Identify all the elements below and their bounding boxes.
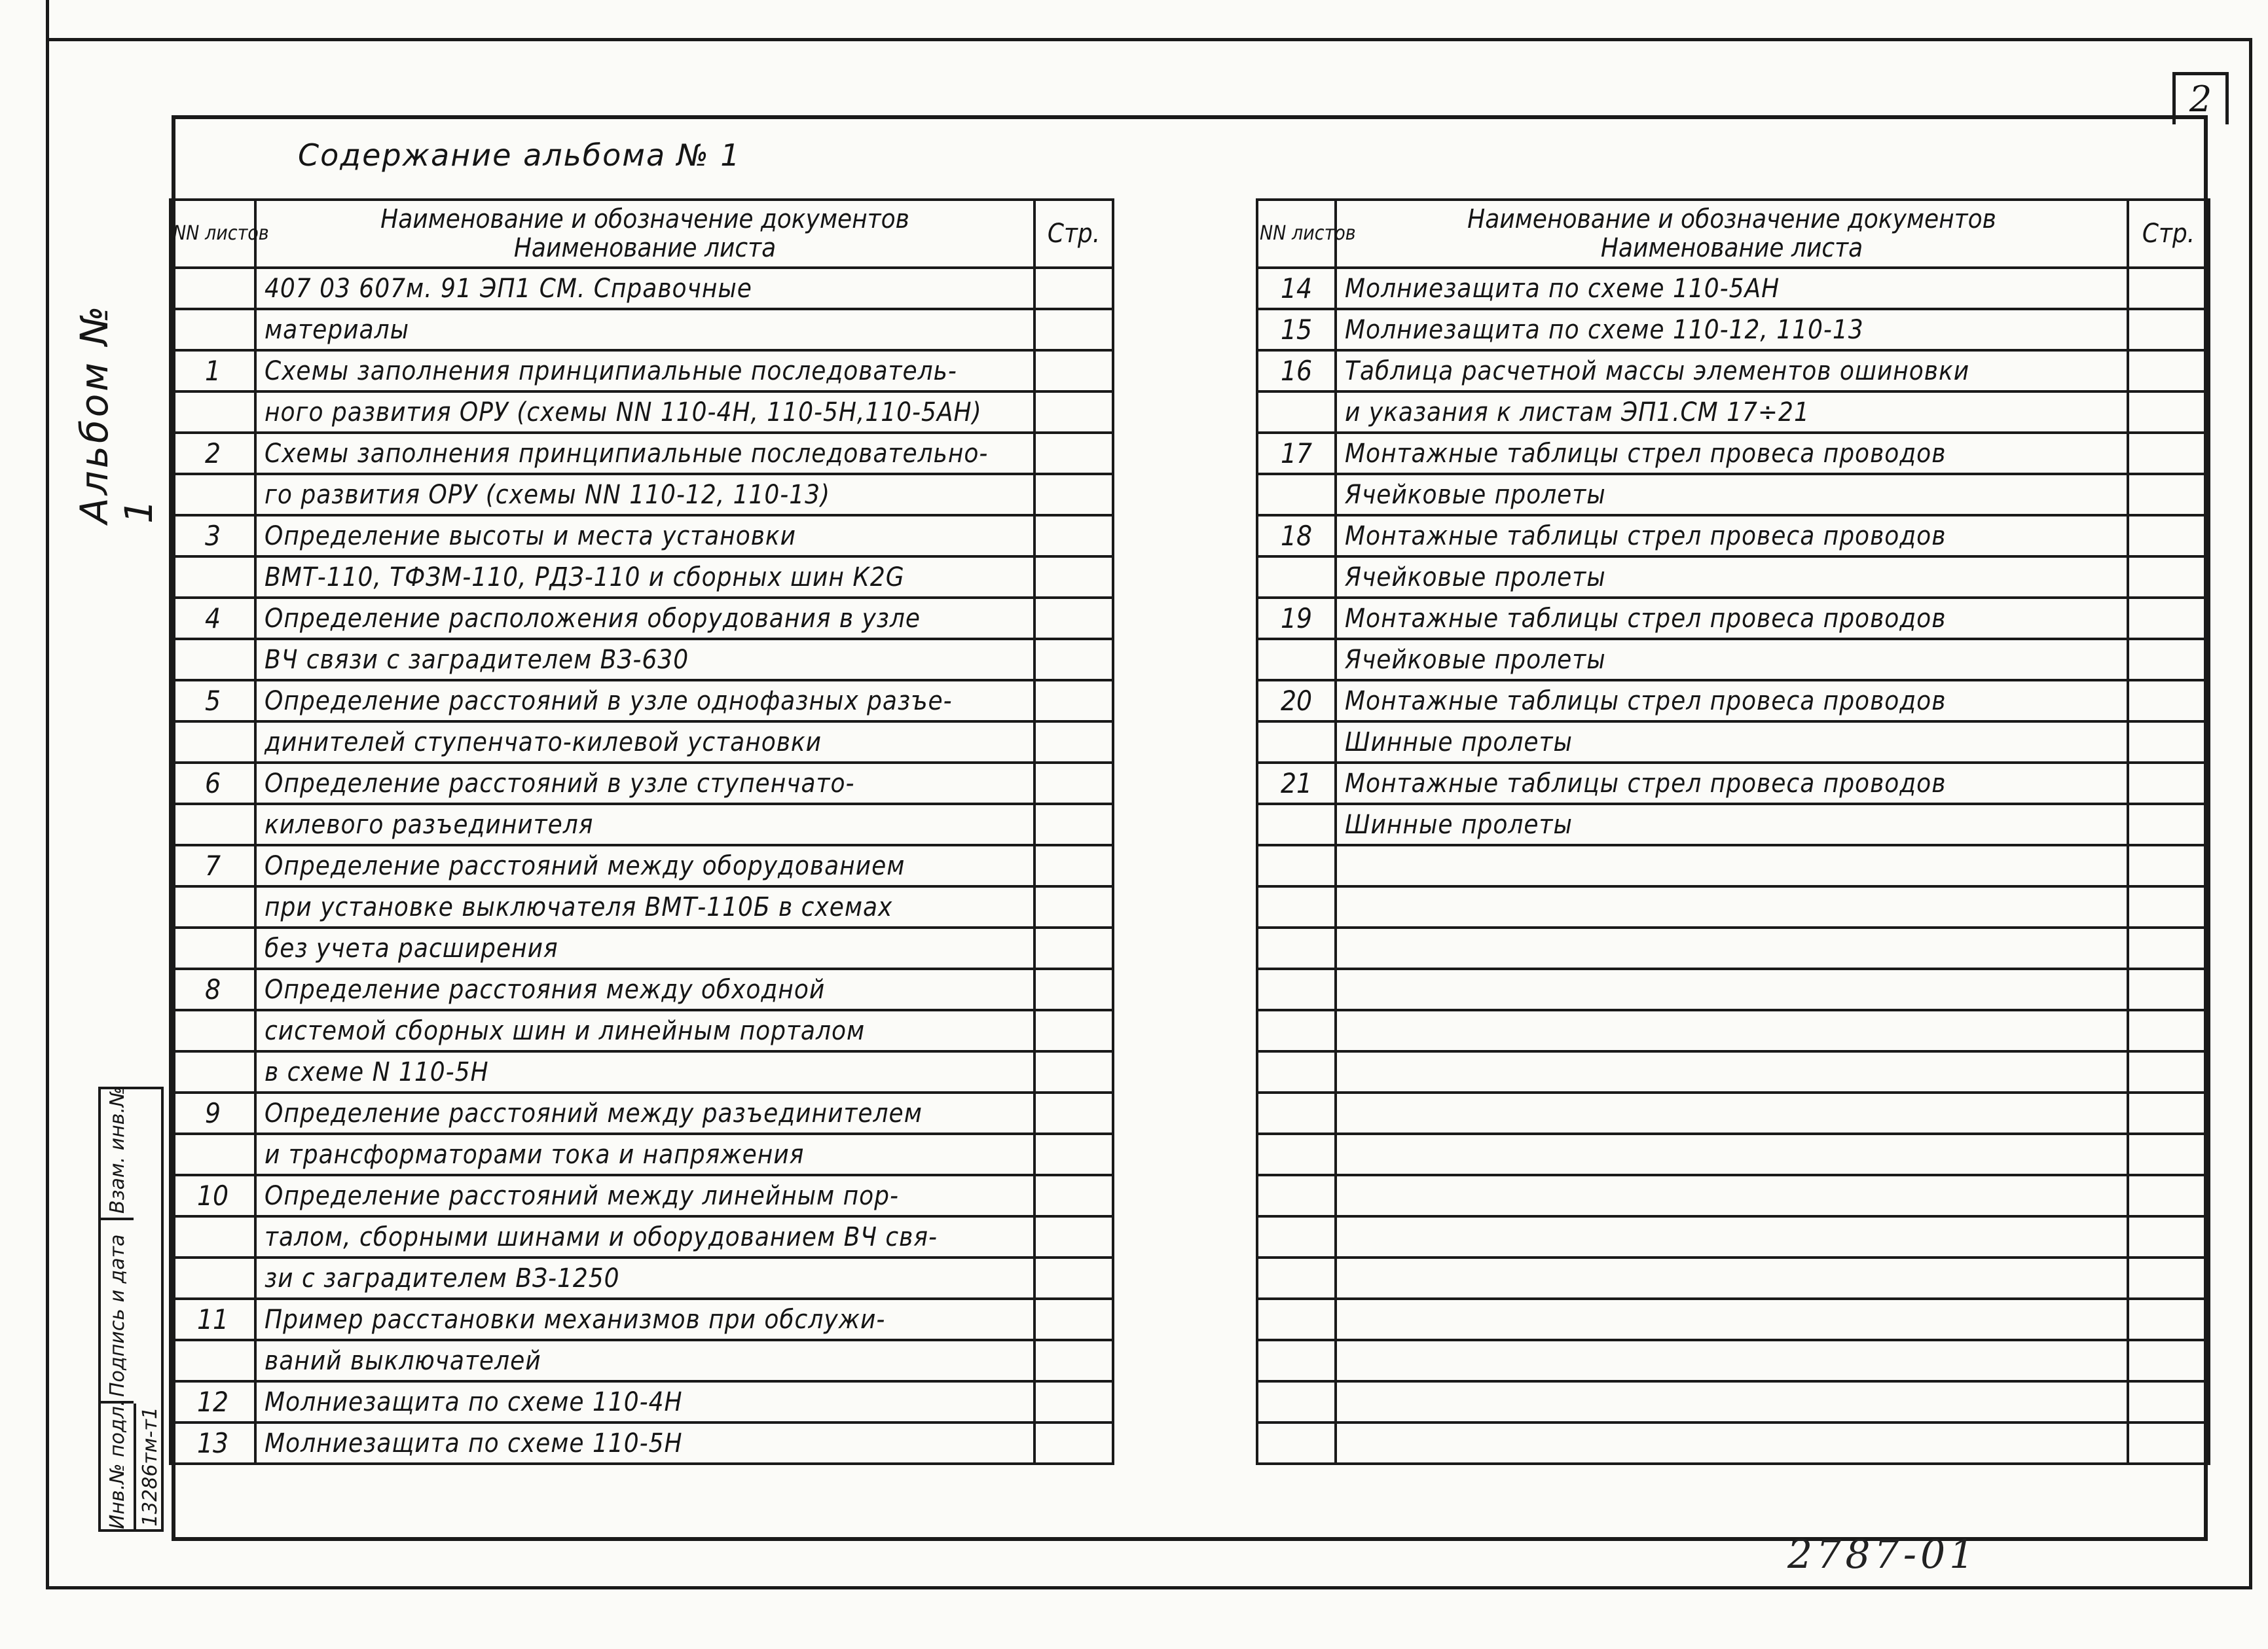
row-sheet-name: [1336, 1340, 2128, 1381]
row-sheet-number: [170, 309, 255, 350]
table-header-row: [1257, 200, 2209, 268]
table-row: [1257, 969, 2209, 1010]
row-page: [2128, 268, 2209, 309]
row-page: [2128, 1340, 2209, 1381]
row-page: [2128, 309, 2209, 350]
row-page: [2128, 1258, 2209, 1299]
row-sheet-name: Ячейковые пролеты: [1336, 474, 2128, 515]
row-sheet-name: системой сборных шин и линейным порталом: [255, 1010, 1034, 1051]
table-row: [170, 1134, 1113, 1175]
table-row: [170, 350, 1113, 391]
row-sheet-number: [1257, 969, 1336, 1010]
row-page: [1034, 350, 1113, 391]
table-row: [1257, 804, 2209, 845]
row-sheet-name: Ячейковые пролеты: [1336, 556, 2128, 598]
row-sheet-name: [1336, 886, 2128, 928]
row-sheet-name: ВМТ-110, ТФЗМ-110, РДЗ-110 и сборных шин К2G: [255, 556, 1034, 598]
table-row: [170, 1093, 1113, 1134]
row-page: [2128, 804, 2209, 845]
header-name-line2: Наименование листа: [1600, 233, 1863, 263]
table-row: [170, 886, 1113, 928]
table-row: [1257, 1134, 2209, 1175]
table-row: [170, 1175, 1113, 1216]
table-row: [170, 928, 1113, 969]
row-page: [1034, 1216, 1113, 1258]
row-sheet-name: без учета расширения: [255, 928, 1034, 969]
row-sheet-number: 18: [1257, 515, 1336, 556]
row-sheet-name: Определение расстояний между оборудованием: [255, 845, 1034, 886]
row-page: [1034, 1175, 1113, 1216]
row-page: [2128, 680, 2209, 721]
row-sheet-number: 5: [170, 680, 255, 721]
row-sheet-number: [1257, 1381, 1336, 1422]
header-name: [255, 200, 1034, 268]
row-sheet-number: [1257, 556, 1336, 598]
row-page: [1034, 928, 1113, 969]
table-header-row: [170, 200, 1113, 268]
left-table-body: [170, 268, 1113, 1464]
row-page: [2128, 721, 2209, 763]
row-sheet-name: ВЧ связи с заградителем ВЗ-630: [255, 639, 1034, 680]
table-row: [1257, 309, 2209, 350]
row-sheet-name: [1336, 1175, 2128, 1216]
row-sheet-number: 20: [1257, 680, 1336, 721]
row-sheet-number: 1: [170, 350, 255, 391]
row-page: [2128, 886, 2209, 928]
row-sheet-name: и трансформаторами тока и напряжения: [255, 1134, 1034, 1175]
table-row: [170, 598, 1113, 639]
row-page: [2128, 433, 2209, 474]
table-row: [1257, 556, 2209, 598]
row-page: [1034, 391, 1113, 433]
row-page: [2128, 969, 2209, 1010]
row-sheet-number: [1257, 391, 1336, 433]
row-sheet-name: Определение расстояний между линейным пор-: [255, 1175, 1034, 1216]
table-row: [1257, 1340, 2209, 1381]
page-number: 2: [2172, 72, 2229, 124]
row-sheet-name: Шинные пролеты: [1336, 804, 2128, 845]
row-sheet-name: талом, сборными шинами и оборудованием ВЧ свя-: [255, 1216, 1034, 1258]
table-row: [1257, 680, 2209, 721]
table-row: [170, 1258, 1113, 1299]
row-sheet-name: Определение расстояний в узле однофазных разъе-: [255, 680, 1034, 721]
row-sheet-number: [170, 886, 255, 928]
row-sheet-number: [1257, 1093, 1336, 1134]
row-sheet-name: Определение расстояния между обходной: [255, 969, 1034, 1010]
row-sheet-name: килевого разъединителя: [255, 804, 1034, 845]
row-sheet-number: 6: [170, 763, 255, 804]
row-sheet-name: 407 03 607м. 91 ЭП1 СМ. Справочные: [255, 268, 1034, 309]
row-page: [2128, 639, 2209, 680]
table-row: [170, 680, 1113, 721]
row-sheet-number: [1257, 1216, 1336, 1258]
table-row: [170, 804, 1113, 845]
row-sheet-name: Схемы заполнения принципиальные последователь-: [255, 350, 1034, 391]
table-row: [170, 309, 1113, 350]
row-page: [1034, 1134, 1113, 1175]
row-sheet-number: [170, 556, 255, 598]
table-row: [170, 268, 1113, 309]
table-row: [1257, 1093, 2209, 1134]
row-sheet-name: [1336, 845, 2128, 886]
row-sheet-number: [1257, 1010, 1336, 1051]
header-nn: NN листов: [1257, 200, 1336, 268]
right-contents-table: [1256, 198, 2210, 1465]
row-page: [2128, 1422, 2209, 1464]
row-page: [1034, 515, 1113, 556]
row-page: [1034, 1299, 1113, 1340]
row-sheet-number: [1257, 886, 1336, 928]
row-sheet-number: 4: [170, 598, 255, 639]
row-sheet-name: [1336, 1010, 2128, 1051]
header-name-line1: Наименование и обозначение документов: [380, 204, 909, 234]
row-sheet-number: 3: [170, 515, 255, 556]
table-row: [1257, 1216, 2209, 1258]
row-page: [1034, 763, 1113, 804]
row-page: [2128, 556, 2209, 598]
table-row: [1257, 1422, 2209, 1464]
row-sheet-name: и указания к листам ЭП1.СМ 17÷21: [1336, 391, 2128, 433]
table-row: [170, 556, 1113, 598]
row-sheet-number: [170, 1051, 255, 1093]
stamp-inv-podl: Инв.№ подл.: [106, 1400, 129, 1529]
row-page: [2128, 350, 2209, 391]
row-sheet-name: [1336, 969, 2128, 1010]
row-page: [1034, 886, 1113, 928]
row-sheet-number: 8: [170, 969, 255, 1010]
stamp-sign-date: Подпись и дата: [106, 1234, 129, 1397]
row-page: [1034, 1010, 1113, 1051]
row-page: [2128, 1051, 2209, 1093]
row-page: [1034, 639, 1113, 680]
header-page: Стр.: [1034, 200, 1113, 268]
row-sheet-name: Монтажные таблицы стрел провеса проводов: [1336, 680, 2128, 721]
table-row: [170, 721, 1113, 763]
table-row: [170, 1381, 1113, 1422]
row-sheet-name: Монтажные таблицы стрел провеса проводов: [1336, 515, 2128, 556]
table-row: [1257, 763, 2209, 804]
row-sheet-name: го развития ОРУ (схемы NN 110-12, 110-13): [255, 474, 1034, 515]
table-row: [170, 1340, 1113, 1381]
row-page: [1034, 1422, 1113, 1464]
row-sheet-name: [1336, 1258, 2128, 1299]
row-sheet-number: [1257, 639, 1336, 680]
row-page: [1034, 1258, 1113, 1299]
row-sheet-number: [170, 1134, 255, 1175]
row-page: [2128, 763, 2209, 804]
row-sheet-name: [1336, 1093, 2128, 1134]
table-row: [1257, 515, 2209, 556]
row-page: [1034, 433, 1113, 474]
row-sheet-number: [1257, 474, 1336, 515]
row-sheet-number: [170, 804, 255, 845]
table-row: [1257, 721, 2209, 763]
row-page: [2128, 598, 2209, 639]
row-sheet-number: 13: [170, 1422, 255, 1464]
row-sheet-number: [1257, 721, 1336, 763]
row-sheet-name: при установке выключателя ВМТ-110Б в схемах: [255, 886, 1034, 928]
row-page: [1034, 1051, 1113, 1093]
table-row: [1257, 1381, 2209, 1422]
header-name-line1: Наименование и обозначение документов: [1467, 204, 1996, 234]
row-sheet-number: 19: [1257, 598, 1336, 639]
row-sheet-name: ного развития ОРУ (схемы NN 110-4Н, 110-5Н,110-5АН): [255, 391, 1034, 433]
row-page: [1034, 721, 1113, 763]
table-row: [170, 639, 1113, 680]
row-sheet-number: [1257, 1258, 1336, 1299]
table-row: [170, 391, 1113, 433]
row-page: [2128, 1299, 2209, 1340]
row-page: [2128, 845, 2209, 886]
table-row: [1257, 433, 2209, 474]
table-row: [1257, 474, 2209, 515]
row-sheet-name: динителей ступенчато-килевой установки: [255, 721, 1034, 763]
table-row: [1257, 1175, 2209, 1216]
table-row: [170, 1299, 1113, 1340]
row-sheet-name: Монтажные таблицы стрел провеса проводов: [1336, 598, 2128, 639]
row-sheet-number: [1257, 1051, 1336, 1093]
row-sheet-number: 10: [170, 1175, 255, 1216]
row-sheet-number: 21: [1257, 763, 1336, 804]
left-contents-table: [169, 198, 1114, 1465]
row-sheet-number: [170, 1216, 255, 1258]
row-sheet-name: Определение расстояний в узле ступенчато-: [255, 763, 1034, 804]
row-sheet-name: [1336, 1299, 2128, 1340]
page-title: Содержание альбома № 1: [298, 137, 741, 173]
row-sheet-number: 17: [1257, 433, 1336, 474]
row-sheet-name: ваний выключателей: [255, 1340, 1034, 1381]
row-sheet-number: [170, 1340, 255, 1381]
header-name-line2: Наименование листа: [513, 233, 777, 263]
row-sheet-number: [170, 474, 255, 515]
row-sheet-number: [1257, 1340, 1336, 1381]
row-sheet-number: [170, 391, 255, 433]
table-row: [1257, 598, 2209, 639]
table-row: [1257, 845, 2209, 886]
table-row: [1257, 1258, 2209, 1299]
row-sheet-name: Ячейковые пролеты: [1336, 639, 2128, 680]
row-page: [1034, 1381, 1113, 1422]
row-sheet-name: [1336, 1134, 2128, 1175]
row-sheet-name: [1336, 1381, 2128, 1422]
row-sheet-number: 12: [170, 1381, 255, 1422]
row-sheet-name: Определение расстояний между разъединителем: [255, 1093, 1034, 1134]
table-row: [170, 763, 1113, 804]
row-page: [2128, 391, 2209, 433]
row-page: [2128, 1175, 2209, 1216]
row-page: [2128, 1134, 2209, 1175]
table-row: [1257, 928, 2209, 969]
row-sheet-number: 9: [170, 1093, 255, 1134]
row-sheet-name: Схемы заполнения принципиальные последовательно-: [255, 433, 1034, 474]
row-page: [1034, 680, 1113, 721]
row-sheet-number: [170, 1258, 255, 1299]
row-page: [1034, 556, 1113, 598]
album-label: Альбом № 1: [72, 303, 161, 524]
row-sheet-number: 16: [1257, 350, 1336, 391]
row-sheet-name: [1336, 1051, 2128, 1093]
row-sheet-name: Определение высоты и места установки: [255, 515, 1034, 556]
row-sheet-name: в схеме N 110-5Н: [255, 1051, 1034, 1093]
right-table-body: [1257, 268, 2209, 1464]
row-page: [2128, 1381, 2209, 1422]
row-sheet-number: [170, 639, 255, 680]
document-code: 2787-01: [1787, 1532, 1979, 1578]
row-page: [2128, 1216, 2209, 1258]
header-name: [1336, 200, 2128, 268]
table-row: [170, 1010, 1113, 1051]
row-page: [1034, 1093, 1113, 1134]
row-sheet-name: [1336, 928, 2128, 969]
table-row: [1257, 1051, 2209, 1093]
corner-tick: [46, 0, 49, 38]
stamp-inv-number: 13286тм-т1: [139, 1407, 162, 1527]
row-sheet-number: [170, 928, 255, 969]
row-sheet-number: [1257, 845, 1336, 886]
row-sheet-name: зи с заградителем ВЗ-1250: [255, 1258, 1034, 1299]
row-sheet-number: [170, 268, 255, 309]
row-sheet-name: [1336, 1216, 2128, 1258]
row-sheet-number: [1257, 1175, 1336, 1216]
table-row: [1257, 1010, 2209, 1051]
row-page: [2128, 1010, 2209, 1051]
row-sheet-number: 14: [1257, 268, 1336, 309]
table-row: [170, 1216, 1113, 1258]
row-page: [2128, 515, 2209, 556]
header-nn: NN листов: [170, 200, 255, 268]
table-row: [170, 474, 1113, 515]
row-sheet-name: Молниезащита по схеме 110-4Н: [255, 1381, 1034, 1422]
table-row: [170, 433, 1113, 474]
table-row: [1257, 268, 2209, 309]
row-sheet-name: Шинные пролеты: [1336, 721, 2128, 763]
table-row: [170, 969, 1113, 1010]
row-sheet-number: [1257, 1299, 1336, 1340]
row-sheet-name: Монтажные таблицы стрел провеса проводов: [1336, 433, 2128, 474]
table-row: [1257, 350, 2209, 391]
header-page: Стр.: [2128, 200, 2209, 268]
row-sheet-name: Молниезащита по схеме 110-5АН: [1336, 268, 2128, 309]
row-sheet-number: [170, 1010, 255, 1051]
row-sheet-number: [1257, 804, 1336, 845]
table-row: [1257, 886, 2209, 928]
row-page: [1034, 845, 1113, 886]
row-page: [2128, 1093, 2209, 1134]
table-row: [1257, 639, 2209, 680]
row-sheet-name: Монтажные таблицы стрел провеса проводов: [1336, 763, 2128, 804]
row-page: [1034, 598, 1113, 639]
table-row: [170, 1051, 1113, 1093]
row-sheet-name: Таблица расчетной массы элементов ошиновки: [1336, 350, 2128, 391]
row-sheet-number: [1257, 1134, 1336, 1175]
row-page: [1034, 804, 1113, 845]
row-sheet-name: Молниезащита по схеме 110-12, 110-13: [1336, 309, 2128, 350]
row-sheet-number: 2: [170, 433, 255, 474]
row-page: [2128, 928, 2209, 969]
table-row: [1257, 1299, 2209, 1340]
row-page: [1034, 969, 1113, 1010]
table-row: [170, 845, 1113, 886]
row-sheet-number: 11: [170, 1299, 255, 1340]
side-stamp: [98, 1087, 164, 1532]
row-sheet-name: [1336, 1422, 2128, 1464]
table-row: [1257, 391, 2209, 433]
row-page: [1034, 1340, 1113, 1381]
table-row: [170, 1422, 1113, 1464]
row-sheet-name: Определение расположения оборудования в узле: [255, 598, 1034, 639]
row-sheet-number: [1257, 928, 1336, 969]
row-sheet-number: [1257, 1422, 1336, 1464]
row-page: [1034, 474, 1113, 515]
stamp-vzam-inv: Взам. инв.№: [106, 1086, 129, 1214]
row-page: [1034, 268, 1113, 309]
row-sheet-name: Пример расстановки механизмов при обслужи-: [255, 1299, 1034, 1340]
row-sheet-number: [170, 721, 255, 763]
table-row: [170, 515, 1113, 556]
row-sheet-number: 15: [1257, 309, 1336, 350]
row-page: [1034, 309, 1113, 350]
row-page: [2128, 474, 2209, 515]
row-sheet-name: Молниезащита по схеме 110-5Н: [255, 1422, 1034, 1464]
row-sheet-number: 7: [170, 845, 255, 886]
row-sheet-name: материалы: [255, 309, 1034, 350]
